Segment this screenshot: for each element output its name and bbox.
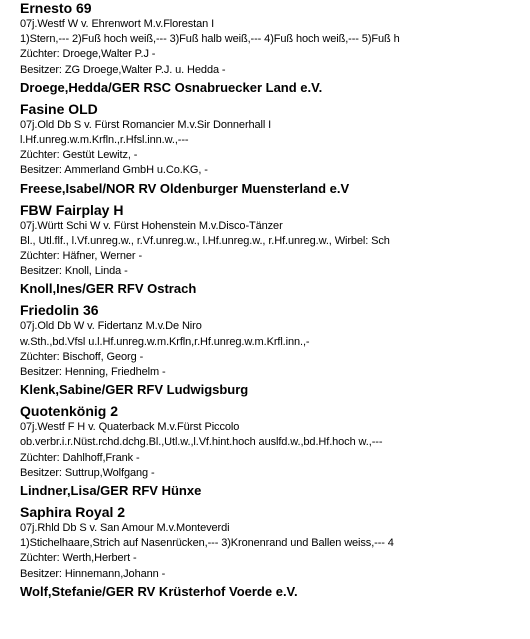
owner-line: Besitzer: Henning, Friedhelm - [20,366,166,379]
breeder-line: Züchter: Werth,Herbert - [20,552,137,565]
pedigree-line: 07j.Westf F H v. Quaterback M.v.Fürst Piccolo [20,421,240,434]
rider-name: Klenk,Sabine/GER RFV Ludwigsburg [20,382,249,398]
pedigree-line: 07j.Rhld Db S v. San Amour M.v.Monteverdi [20,522,230,535]
owner-line: Besitzer: Hinnemann,Johann - [20,567,166,580]
horse-entry [20,504,530,601]
markings-line: l.Hf.unreg.w.m.Krfln.,r.Hfsl.inn.w.,--- [20,134,189,147]
breeder-line: Züchter: Häfner, Werner - [20,250,143,263]
breeder-line: Züchter: Gestüt Lewitz, - [20,149,138,162]
breeder-line: Züchter: Bischoff, Georg - [20,350,144,363]
horse-name: Friedolin 36 [20,302,99,319]
rider-name: Knoll,Ines/GER RFV Ostrach [20,281,197,297]
rider-name: Freese,Isabel/NOR RV Oldenburger Muensterland e.V [20,180,350,196]
owner-line: Besitzer: ZG Droege,Walter P.J. u. Hedda - [20,63,226,76]
pedigree-line: 07j.Old Db S v. Fürst Romancier M.v.Sir Donnerhall I [20,118,272,131]
pedigree-line: 07j.Old Db W v. Fidertanz M.v.De Niro [20,320,202,333]
horse-entry [20,0,530,97]
owner-line: Besitzer: Suttrup,Wolfgang - [20,466,155,479]
rider-name: Droege,Hedda/GER RSC Osnabruecker Land e.V. [20,79,323,95]
markings-line: 1)Stern,--- 2)Fuß hoch weiß,--- 3)Fuß halb weiß,--- 4)Fuß hoch weiß,--- 5)Fuß h [20,33,400,46]
horse-name: Ernesto 69 [20,0,92,16]
rider-name: Wolf,Stefanie/GER RV Krüsterhof Voerde e.V. [20,583,298,599]
breeder-line: Züchter: Dahlhoff,Frank - [20,451,140,464]
horse-name: Fasine OLD [20,100,98,117]
horse-name: Quotenkönig 2 [20,403,118,420]
markings-line: ob.verbr.i.r.Nüst.rchd.dchg.Bl.,Utl.w.,l.Vf.hint.hoch auslfd.w.,bd.Hf.hoch w.,--- [20,436,383,449]
horse-name: Saphira Royal 2 [20,504,126,521]
horse-entry [20,101,530,198]
markings-line: 1)Stichelhaare,Strich auf Nasenrücken,--- 3)Kronenrand und Ballen weiss,--- 4 [20,537,394,550]
horse-entry [20,403,530,500]
breeder-line: Züchter: Droege,Walter P.J - [20,48,156,61]
pedigree-line: 07j.Westf W v. Ehrenwort M.v.Florestan I [20,18,215,30]
owner-line: Besitzer: Ammerland GmbH u.Co.KG, - [20,164,208,177]
horse-entry [20,302,530,399]
markings-line: Bl., Utl.flf., l.Vf.unreg.w., r.Vf.unreg.w., l.Hf.unreg.w., r.Hf.unreg.w., Wirbel: Sch [20,234,390,247]
owner-line: Besitzer: Knoll, Linda - [20,265,128,278]
horse-name: FBW Fairplay H [20,201,124,218]
horse-entry [20,202,530,299]
rider-name: Lindner,Lisa/GER RFV Hünxe [20,483,202,499]
markings-line: w.Sth.,bd.Vfsl u.l.Hf.unreg.w.m.Krfln,r.Hf.unreg.w.m.Krfl.inn.,- [20,335,310,348]
pedigree-line: 07j.Württ Schi W v. Fürst Hohenstein M.v.Disco-Tänzer [20,219,283,232]
